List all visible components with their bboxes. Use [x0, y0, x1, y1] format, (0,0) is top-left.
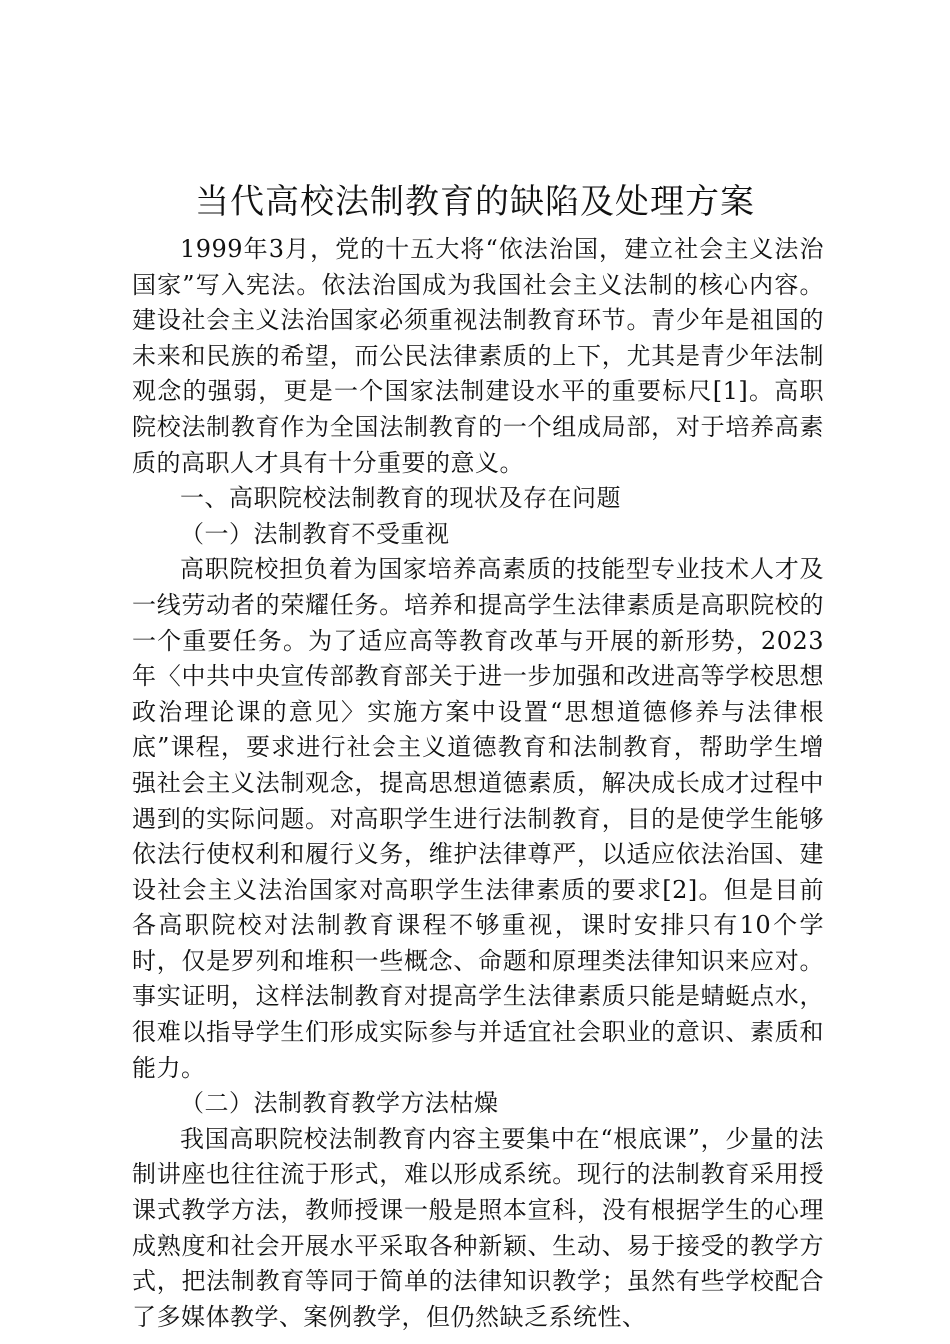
section-heading-1: 一、高职院校法制教育的现状及存在问题: [180, 484, 621, 513]
intro-paragraph: 1999年3月，党的十五大将“依法治国，建立社会主义法治国家”写入宪法。依法治国成为我国社会主义法制的核心内容。建设社会主义法治国家必须重视法制教育环节。青少年是祖国的未来和民族的希望，而公民法律素质的上下，尤其是青少年法制观念的强弱，更是一个国家法制建设水平的重要标尺[1]。高职院校法制教育作为全国法制教育的一个组成局部，对于培养高素质的高职人才具有十分重要的意义。: [132, 235, 824, 477]
body-paragraph-2: 我国高职院校法制教育内容主要集中在“根底课”，少量的法制讲座也往往流于形式，难以形成系统。现行的法制教育采用授课式教学方法，教师授课一般是照本宣科，没有根据学生的心理成熟度和社会开展水平采取各种新颖、生动、易于接受的教学方式，把法制教育等同于简单的法律知识教学；虽然有些学校配合了多媒体教学、案例教学，但仍然缺乏系统性、: [132, 1124, 824, 1331]
subsection-heading-2: （二）法制教育教学方法枯燥: [180, 1089, 499, 1118]
document-body: [132, 232, 824, 1335]
body-paragraph-1: 高职院校担负着为国家培养高素质的技能型专业技术人才及一线劳动者的荣耀任务。培养和提高学生法律素质是高职院校的一个重要任务。为了适应高等教育改革与开展的新形势，2023年〈中共中央宣传部教育部关于进一步加强和改进高等学校思想政治理论课的意见〉实施方案中设置“思想道德修养与法律根底”课程，要求进行社会主义道德教育和法制教育，帮助学生增强社会主义法制观念，提高思想道德素质，解决成长成才过程中遇到的实际问题。对高职学生进行法制教育，目的是使学生能够依法行使权利和履行义务，维护法律尊严，以适应依法治国、建设社会主义法治国家对高职学生法律素质的要求[2]。但是目前各高职院校对法制教育课程不够重视，课时安排只有10个学时，仅是罗列和堆积一些概念、命题和原理类法律知识来应对。事实证明，这样法制教育对提高学生法律素质只能是蜻蜓点水，很难以指导学生们形成实际参与并适宜社会职业的意识、素质和能力。: [132, 555, 824, 1082]
document-title: 当代高校法制教育的缺陷及处理方案: [195, 182, 755, 222]
subsection-heading-1: （一）法制教育不受重视: [180, 519, 450, 548]
